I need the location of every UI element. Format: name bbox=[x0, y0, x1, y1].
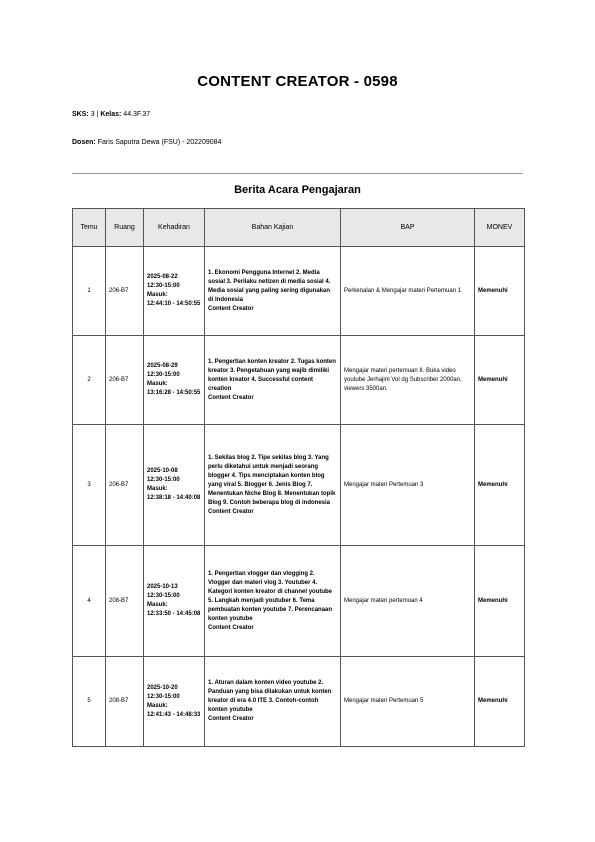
cell-kehadiran bbox=[144, 657, 205, 747]
cell-bap: Mengajar materi Pertemuan 3 bbox=[341, 425, 475, 546]
kehadiran-masuk-label: Masuk: bbox=[147, 292, 168, 298]
kehadiran-waktu: 12:30-15:00 bbox=[147, 477, 180, 483]
kelas-label: Kelas: bbox=[100, 111, 122, 118]
table-row bbox=[73, 546, 525, 657]
cell-kehadiran bbox=[144, 546, 205, 657]
cell-bap: Mengajar materi pertemuan II. Buka video youtube Jerhajim Vol dg Subscriber 2000an, viewers 3500an. bbox=[341, 336, 475, 425]
kehadiran-tanggal: 2025-10-20 bbox=[147, 684, 178, 691]
cell-temu: 2 bbox=[73, 336, 106, 425]
kehadiran-waktu: 12:30-15:00 bbox=[147, 593, 180, 599]
cell-bap: Perkenalan & Mengajar materi Pertemuan 1 bbox=[341, 247, 475, 336]
cell-bap: Mengajar materi pertemuan 4 bbox=[341, 546, 475, 657]
cell-temu: 1 bbox=[73, 247, 106, 336]
course-title: CONTENT CREATOR - 0598 bbox=[197, 73, 398, 90]
cell-ruang: 208-B7 bbox=[106, 546, 144, 657]
cell-ruang: 206-B7 bbox=[106, 336, 144, 425]
kehadiran-masuk-label: Masuk: bbox=[147, 702, 168, 709]
kehadiran-tanggal: 2025-10-13 bbox=[147, 584, 178, 590]
bahan-kajian-kategori: Content Creator bbox=[208, 624, 254, 631]
cell-monev: Memenuhi bbox=[475, 425, 525, 546]
cell-kehadiran bbox=[144, 336, 205, 425]
cell-bahan-kajian bbox=[205, 657, 341, 747]
cell-temu: 3 bbox=[73, 425, 106, 546]
cell-bahan-kajian bbox=[205, 336, 341, 425]
kehadiran-masuk: 12:33:50 - 14:45:08 bbox=[147, 611, 201, 617]
table-row bbox=[73, 247, 525, 336]
cell-kehadiran bbox=[144, 247, 205, 336]
cell-bahan-kajian bbox=[205, 425, 341, 546]
kehadiran-masuk: 12:41:43 - 14:48:33 bbox=[147, 711, 201, 718]
kehadiran-tanggal: 2025-10-08 bbox=[147, 468, 178, 474]
sks-label: SKS: bbox=[72, 111, 89, 118]
lecturer-line bbox=[72, 139, 221, 146]
kelas-value: 44.3F.37 bbox=[123, 111, 151, 118]
bahan-kajian-text: 1. Pengertian vlogger dan vlogging 2. Vlogger dan materi vlog 3. Youtuber 4. Kategori konten kreator di channel youtube 5. Langkah menjadi youtuber 6. Tema pembuatan konten youtube 7. Perencanaan konten youtube bbox=[208, 570, 333, 622]
header-bahan-kajian: Bahan Kajian bbox=[205, 209, 341, 247]
table-row bbox=[73, 425, 525, 546]
meta-separator: | bbox=[96, 111, 99, 118]
table-row bbox=[73, 657, 525, 747]
kehadiran-waktu: 12:30-15:00 bbox=[147, 693, 180, 700]
sks-value: 3 bbox=[90, 111, 95, 118]
cell-ruang: 206-B7 bbox=[106, 425, 144, 546]
kehadiran-waktu: 12:30-15:00 bbox=[147, 372, 180, 378]
table-row bbox=[73, 336, 525, 425]
header-ruang: Ruang bbox=[106, 209, 144, 247]
dosen-value: Faris Saputra Dewa (FSU) - 202209084 bbox=[97, 139, 222, 146]
kehadiran-masuk: 12:44:10 - 14:50:55 bbox=[147, 301, 201, 307]
cell-ruang: 208-B7 bbox=[106, 657, 144, 747]
header-kehadiran: Kehadiran bbox=[144, 209, 205, 247]
header-temu: Temu bbox=[73, 209, 106, 247]
divider bbox=[72, 173, 523, 174]
cell-bahan-kajian bbox=[205, 247, 341, 336]
table-header-row bbox=[73, 209, 525, 247]
header-bap: BAP bbox=[341, 209, 475, 247]
bahan-kajian-kategori: Content Creator bbox=[208, 394, 254, 401]
kehadiran-waktu: 12:30-15:00 bbox=[147, 283, 180, 289]
kehadiran-masuk: 12:38:18 - 14:40:08 bbox=[147, 495, 201, 501]
bahan-kajian-text: 1. Sekilas blog 2. Tipe sekilas blog 3. Yang perlu diketahui untuk menjadi seorang blogger 4. Tips menciptakan konten blog yang viral 5. Blogger 6. Jenis Blog 7. Menentukan Niche Blog 8. Menentukan topik Blog 9. Contoh beberapa blog di indonesia bbox=[208, 454, 336, 506]
cell-monev: Memenuhi bbox=[475, 247, 525, 336]
kehadiran-masuk-label: Masuk: bbox=[147, 486, 168, 492]
kehadiran-masuk: 13:16:28 - 14:50:55 bbox=[147, 390, 201, 396]
bap-table bbox=[72, 208, 525, 747]
cell-monev: Memenuhi bbox=[475, 546, 525, 657]
bahan-kajian-kategori: Content Creator bbox=[208, 508, 254, 515]
cell-monev: Memenuhi bbox=[475, 336, 525, 425]
cell-ruang: 206-B7 bbox=[106, 247, 144, 336]
dosen-label: Dosen: bbox=[72, 139, 96, 146]
header-monev: MONEV bbox=[475, 209, 525, 247]
cell-temu: 5 bbox=[73, 657, 106, 747]
cell-kehadiran bbox=[144, 425, 205, 546]
kehadiran-masuk-label: Masuk: bbox=[147, 381, 168, 387]
cell-monev: Memenuhi bbox=[475, 657, 525, 747]
bahan-kajian-kategori: Content Creator bbox=[208, 716, 254, 722]
kehadiran-tanggal: 2025-08-29 bbox=[147, 363, 178, 369]
cell-bap: Mengajar materi Pertemuan 5 bbox=[341, 657, 475, 747]
bahan-kajian-text: 1. Aturan dalam konten video youtube 2. Panduan yang bisa dilakukan untuk konten kreator di era 4.0 ITE 3. Contoh-contoh konten youtube bbox=[208, 680, 332, 713]
bahan-kajian-text: 1. Ekonomi Pengguna Internet 2. Media sosial 3. Perilaku netizen di media sosial 4. Media sosial yang paling sering digunakan di Indonesia bbox=[208, 269, 331, 303]
kehadiran-tanggal: 2025-08-22 bbox=[147, 274, 178, 280]
bahan-kajian-text: 1. Pengertian konten kreator 2. Tugas konten kreator 3. Pengetahuan yang wajib dimiliki konten kreator 4. Successful content creation bbox=[208, 358, 336, 392]
kehadiran-masuk-label: Masuk: bbox=[147, 602, 168, 608]
section-title: Berita Acara Pengajaran bbox=[234, 184, 361, 196]
cell-bahan-kajian bbox=[205, 546, 341, 657]
course-meta-line bbox=[72, 111, 150, 118]
bahan-kajian-kategori: Content Creator bbox=[208, 305, 254, 312]
cell-temu: 4 bbox=[73, 546, 106, 657]
